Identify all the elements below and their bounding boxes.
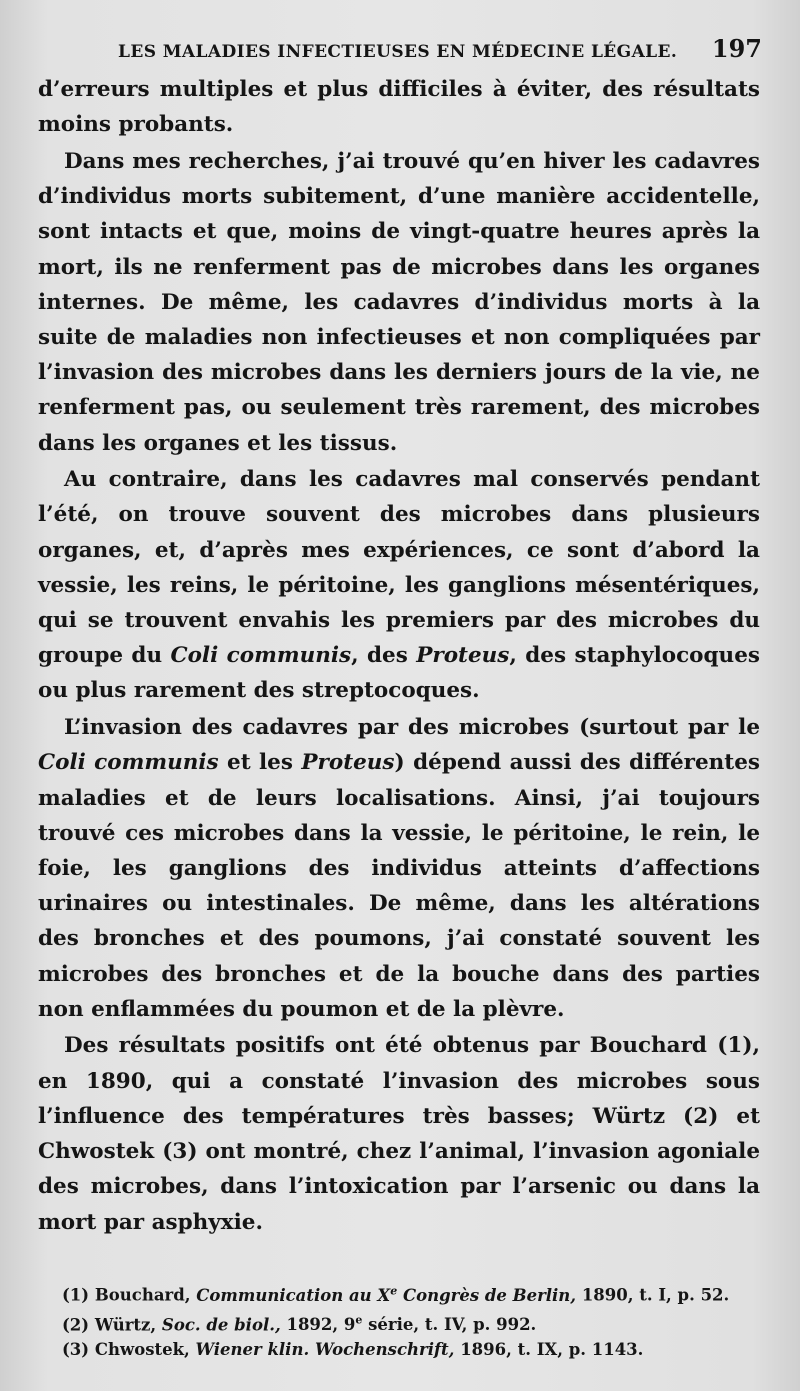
paragraph-3-text-a: Au contraire, dans les cadavres mal conservés pendant l’été, on trouve souvent des microbes dans plusieurs organes, et, d’après mes expériences, ce sont d’abord la vessie, les reins, le péritoine, les ganglions mésentériques, qui se trouvent envahis les premiers par des microbes du groupe du [38, 467, 760, 669]
paragraph-1: d’erreurs multiples et plus difficiles à éviter, des résultats moins probants. [38, 77, 760, 138]
paragraph-4-text-c: ) dépend aussi des différentes maladies et de leurs localisations. Ainsi, j’ai toujours trouvé ces microbes dans la vessie, le péritoine, le rein, le foie, les ganglions des individus atteints d’affections urinaires ou intestinales. De même, dans les altérations des bronches et des poumons, j’ai constaté souvent les microbes des bronches et de la bouche dans des parties non enflammées du poumon et de la plèvre. [38, 750, 760, 1022]
footnote-details-rest: série, t. IV, p. 992. [362, 1315, 537, 1334]
footnote-marker: (1) [62, 1285, 90, 1305]
footnote-2 [62, 1308, 762, 1338]
paragraph-4 [38, 710, 760, 1027]
footnote-details-sup: e [355, 1313, 363, 1327]
footnote-3 [62, 1337, 762, 1362]
paragraph-4-text-a: L’invasion des cadavres par des microbes (surtout par le [64, 715, 760, 741]
coli-communis-term: Coli communis [38, 750, 219, 776]
footnote-author: Chwostek, [94, 1340, 190, 1359]
footnote-author: Bouchard, [94, 1285, 191, 1305]
footnote-title: Wiener klin. Wochenschrift, [195, 1340, 455, 1359]
paragraph-3-text-b: , des [351, 643, 417, 669]
paragraph-3 [38, 462, 760, 708]
footnote-details [286, 1315, 536, 1334]
page-header [118, 34, 762, 63]
footnote-title: Soc. de biol., [161, 1315, 281, 1334]
body-text [38, 72, 760, 1240]
running-head: LES MALADIES INFECTIEUSES EN MÉDECINE LÉGALE. [118, 42, 678, 62]
paragraph-2: Dans mes recherches, j’ai trouvé qu’en hiver les cadavres d’individus morts subitement, d’une manière accidentelle, sont intacts et que, moins de vingt-quatre heures après la mort, ils ne renferment pas de microbes dans les organes internes. De même, les cadavres d’individus morts à la suite de maladies non infectieuses et non compliquées par l’invasion des microbes dans les derniers jours de la vie, ne renferment pas, ou seulement très rarement, des microbes dans les organes et les tissus. [38, 148, 760, 456]
footnotes [62, 1278, 762, 1362]
footnote-title-part: Communication au X [196, 1285, 391, 1305]
coli-communis-term: Coli communis [170, 643, 352, 669]
footnote-details: 1890, t. I, p. 52. [581, 1285, 730, 1305]
footnote-author: Würtz, [94, 1315, 157, 1334]
proteus-term: Proteus [301, 750, 395, 776]
paragraph-5: Des résultats positifs ont été obtenus par Bouchard (1), en 1890, qui a constaté l’invasion des microbes sous l’influence des températures très basses; Würtz (2) et Chwostek (3) ont montré, chez l’animal, l’invasion agoniale des microbes, dans l’intoxication par l’arsenic ou dans la mort par asphyxie. [38, 1033, 760, 1235]
footnote-marker: (2) [62, 1315, 90, 1334]
paragraph-4-text-b: et les [218, 750, 302, 776]
footnote-1 [62, 1278, 762, 1308]
page-number: 197 [711, 34, 762, 63]
footnote-marker: (3) [62, 1340, 90, 1359]
footnote-title-rest: Congrès de Berlin, [397, 1285, 577, 1305]
footnote-title-sup: e [390, 1284, 398, 1297]
paragraph-3-text-c: , des staphylocoques ou plus rarement des streptocoques. [38, 643, 760, 704]
footnote-details: 1896, t. IX, p. 1143. [460, 1340, 644, 1359]
footnote-title [196, 1286, 576, 1305]
footnote-details-part: 1892, 9 [286, 1315, 356, 1334]
proteus-term: Proteus [416, 643, 510, 669]
